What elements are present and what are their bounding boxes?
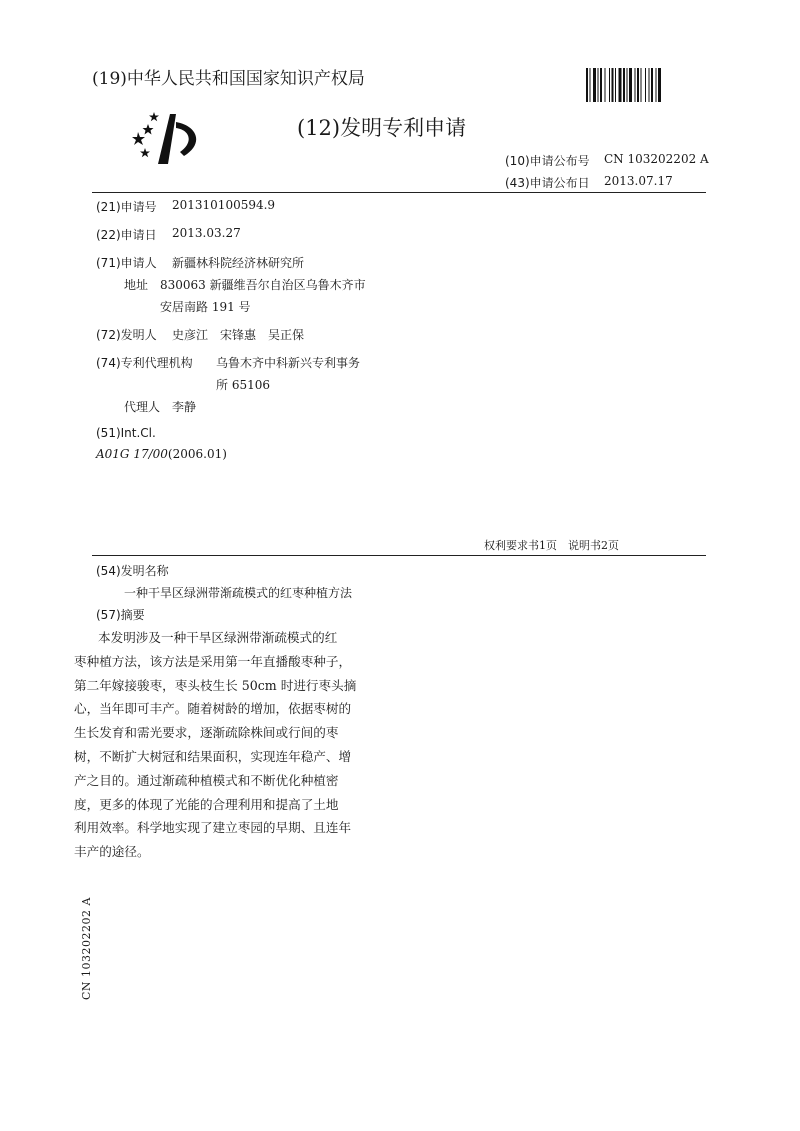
abstract-line: 度，更多的体现了光能的合理利用和提高了土地 [74, 796, 339, 812]
abstract-line: 本发明涉及一种干旱区绿洲带渐疏模式的红 [98, 630, 338, 645]
abstract-line: 利用效率。科学地实现了建立枣园的早期、且连年 [74, 820, 352, 836]
ipc-label: (51)Int.Cl. [96, 426, 156, 440]
pages-note: 权利要求书1页 说明书2页 [484, 539, 619, 552]
publication-date: 2013.07.17 [604, 174, 673, 188]
invention-title-label: (54)发明名称 [96, 564, 169, 578]
abstract-line: 心，当年即可丰产。随着树龄的增加，依据枣树的 [74, 701, 352, 717]
ipc-version: (2006.01) [167, 447, 227, 461]
address-label: 地址 [124, 278, 149, 292]
application-date: 2013.03.27 [172, 226, 241, 240]
application-number-label: (21)申请号 [96, 200, 157, 214]
issuing-office: (19)中华人民共和国国家知识产权局 [92, 69, 365, 89]
abstract-line: 产之目的。通过渐疏种植模式和不断优化种植密 [74, 772, 339, 788]
inventors: 史彦江 宋锋惠 吴正保 [172, 328, 305, 342]
abstract-line: 枣种植方法，该方法是采用第一年直播酸枣种子， [74, 653, 352, 669]
publication-date-label: (43)申请公布日 [505, 176, 590, 190]
agent-label: 代理人 [124, 400, 161, 414]
application-date-label: (22)申请日 [96, 228, 157, 242]
patent-agency-label: (74)专利代理机构 [96, 356, 193, 370]
section-rule [92, 555, 706, 556]
inventor-label: (72)发明人 [96, 328, 157, 342]
header-rule [92, 192, 706, 193]
barcode-icon [586, 68, 706, 102]
cnipa-emblem-icon [132, 108, 208, 170]
patent-agency-line-1: 乌鲁木齐中科新兴专利事务 [216, 356, 361, 370]
ipc-code: A01G 17/00 [96, 447, 168, 461]
address-line-1: 830063 新疆维吾尔自治区乌鲁木齐市 [160, 278, 366, 292]
abstract-line: 第二年嫁接骏枣，枣头枝生长 50cm 时进行枣头摘 [74, 677, 357, 693]
patent-agency-line-2: 所 65106 [216, 378, 270, 392]
applicant: 新疆林科院经济林研究所 [172, 256, 305, 270]
side-publication-number: CN 103202202 A [80, 897, 93, 1000]
agent: 李静 [172, 400, 197, 414]
abstract-line: 生长发育和需光要求，逐渐疏除株间或行间的枣 [74, 725, 339, 741]
address-line-2: 安居南路 191 号 [160, 300, 251, 314]
publication-number: CN 103202202 A [604, 152, 709, 166]
abstract-body [74, 626, 402, 864]
application-number: 201310100594.9 [172, 198, 276, 212]
applicant-label: (71)申请人 [96, 256, 157, 270]
abstract-line: 丰产的途径。 [74, 844, 150, 860]
publication-number-label: (10)申请公布号 [505, 154, 590, 168]
document-type: (12)发明专利申请 [297, 116, 467, 140]
abstract-line: 树，不断扩大树冠和结果面积，实现连年稳产、增 [74, 748, 352, 764]
abstract-label: (57)摘要 [96, 608, 145, 622]
invention-title: 一种干旱区绿洲带渐疏模式的红枣种植方法 [124, 586, 353, 600]
